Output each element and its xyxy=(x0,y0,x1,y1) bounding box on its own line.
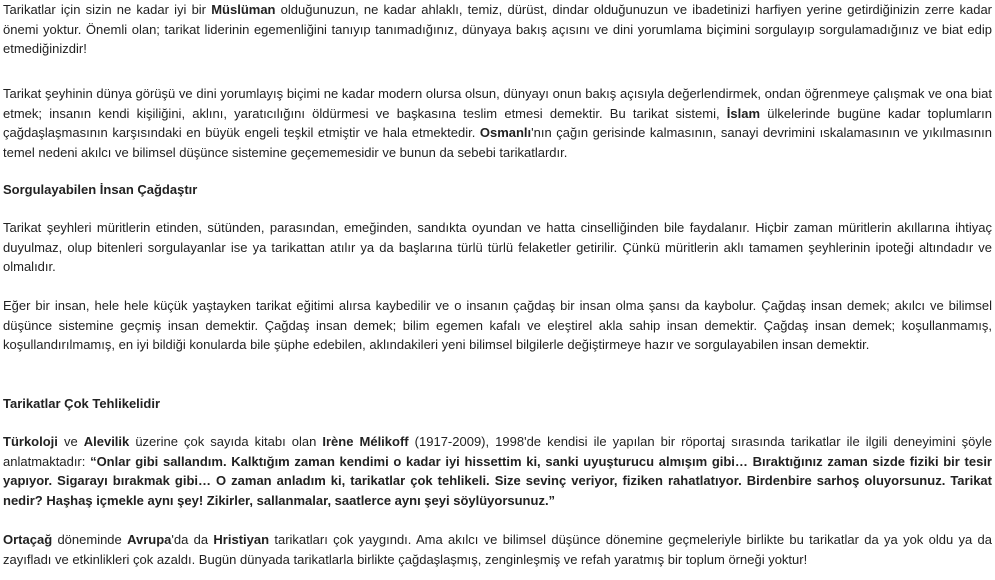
section-heading-1 xyxy=(3,180,992,200)
paragraph-6-text-a: döneminde xyxy=(52,532,128,547)
paragraph-2-bold-islam: İslam xyxy=(726,105,761,121)
paragraph-6 xyxy=(3,530,992,569)
paragraph-2-text-b: ülkelerinde bugüne kadar toplumların çağdaşlaşmasının karşısındaki en büyük engeli teşkil etmiştir ve hala etmektedir. xyxy=(3,105,992,141)
paragraph-3-text: Tarikat şeyhleri müritlerin etinden, sütünden, parasından, emeğinden, sandıkta oyundan ve hatta cinselliğinden bile faydalanır. Hiçbir zaman müritlerin akıllarına ihtiyaç duyulmaz, olup bitenleri sorgulayanlar ise ya tarikattan atılır ya da başlarına türlü türlü felaketler getirilir. Çünkü müritlerin aklı tamamen şeyhlerinin ipoteği altındadır ve olmalıdır. xyxy=(3,220,992,275)
section-heading-sorgulayabilen: Sorgulayabilen İnsan Çağdaştır xyxy=(3,182,198,197)
paragraph-5-quote: “Onlar gibi sallandım. Kalktığım zaman kendimi o kadar iyi hissettim ki, sanki uyuşturucu almışım gibi… Bıraktığınız zaman sizde fiziki bir tesir yapıyor. Sigarayı bırakmak gibi… O zaman anladım ki, tarikatlar çok tehlikeli. Size sevinç veriyor, fiziken rahatlatıyor. Birdenbire sarhoş oluyorsunuz. Tarikat nedir? Haşhaş içmekle aynı şey! Zikirler, sallanmalar, saatlerce aynı şeyi söylüyorsunuz.” xyxy=(3,453,992,508)
paragraph-4-text: Eğer bir insan, hele hele küçük yaştayken tarikat eğitimi alırsa kaybedilir ve o insanın çağdaş bir insan olma şansı da kaybolur. Çağdaş insan demek; akılcı ve bilimsel düşünce sistemine geçmiş insan demektir. Çağdaş insan demek; bilim egemen kafalı ve eleştirel akla sahip insan demektir. Çağdaş insan demek; koşullanmamış, koşullandırılmamış, en iyi bildiği konularda bile şüphe edebilen, aklındakileri yeni bilimsel bilgilerle değiştirmeye hazır ve sorgulayabilen insan demektir. xyxy=(3,298,992,353)
paragraph-4 xyxy=(3,296,992,355)
paragraph-1-text-b: olduğunuzun, ne kadar ahlaklı, temiz, dürüst, dindar olduğunuzun ve ibadetinizi harfiyen yerine getirdiğinizin zerre kadar önemi yoktur. Önemli olan; tarikat liderinin egemenliğini tanıyıp tanımadığınız, dünyaya bakış açısını ve dini yorumlama biçimini sorgulayıp sorgulamadığınız ve biat edip etmediğinizdir! xyxy=(3,2,993,57)
paragraph-1 xyxy=(3,0,992,59)
paragraph-5-text-a: ve xyxy=(57,434,84,449)
section-heading-tehlikeli: Tarikatlar Çok Tehlikelidir xyxy=(3,396,161,411)
paragraph-5-text-c: (1917-2009), 1998'de kendisi ile yapılan bir röportaj sırasında tarikatlar ile ilgili deneyimini şöyle anlatmaktadır: xyxy=(3,434,992,469)
paragraph-1-text-a: Tarikatlar için sizin ne kadar iyi bir xyxy=(3,2,212,17)
paragraph-5-bold-alevilik: Alevilik xyxy=(83,434,130,449)
paragraph-3 xyxy=(3,218,992,277)
paragraph-6-bold-avrupa: Avrupa xyxy=(127,532,172,547)
section-heading-2 xyxy=(3,394,992,414)
paragraph-2-text-c: 'nın çağın gerisinde kalmasının, sanayi devrimini ıskalamasının ve yıkılmasının temel nedeni akılcı ve bilimsel düşünce sistemine geçememesidir ve bunun da sebebi tarikatlardır. xyxy=(3,125,992,160)
paragraph-6-text-b: 'da da xyxy=(171,532,214,547)
paragraph-6-text-c: tarikatları çok yaygındı. Ama akılcı ve bilimsel düşünce dönemine geçmeleriyle birlikte bu tarikatlar da ya yok oldu ya da zayıfladı ve etkinlikleri çok azaldı. Bugün dünyada tarikatlarla birlikte çağdaşlaşmış, zenginleşmiş ve refah yaratmış bir toplum örneği yoktur! xyxy=(3,532,992,567)
paragraph-2 xyxy=(3,84,992,162)
paragraph-5-text-b: üzerine çok sayıda kitabı olan xyxy=(129,434,323,449)
paragraph-1-bold-musluman: Müslüman xyxy=(211,2,276,17)
paragraph-5 xyxy=(3,432,992,510)
paragraph-2-bold-osmanli: Osmanlı xyxy=(479,125,532,141)
paragraph-6-bold-ortacag: Ortaçağ xyxy=(3,532,53,547)
paragraph-6-bold-hristiyan: Hristiyan xyxy=(213,532,270,547)
paragraph-2-text-a: Tarikat şeyhinin dünya görüşü ve dini yorumlayış biçimi ne kadar modern olursa olsun, dünyayı onun bakış açısıyla değerlendirmek, ondan öğrenmeye çalışmak ve ona biat etmek; insanın kendi kişiliğini, aklını, yaratıcılığını öldürmesi ve başkasına teslim etmesi demektir. Bu tarikat sistemi, xyxy=(3,86,992,121)
paragraph-5-bold-turkoloji: Türkoloji xyxy=(3,434,58,449)
paragraph-5-bold-melikoff: Irène Mélikoff xyxy=(322,434,409,449)
